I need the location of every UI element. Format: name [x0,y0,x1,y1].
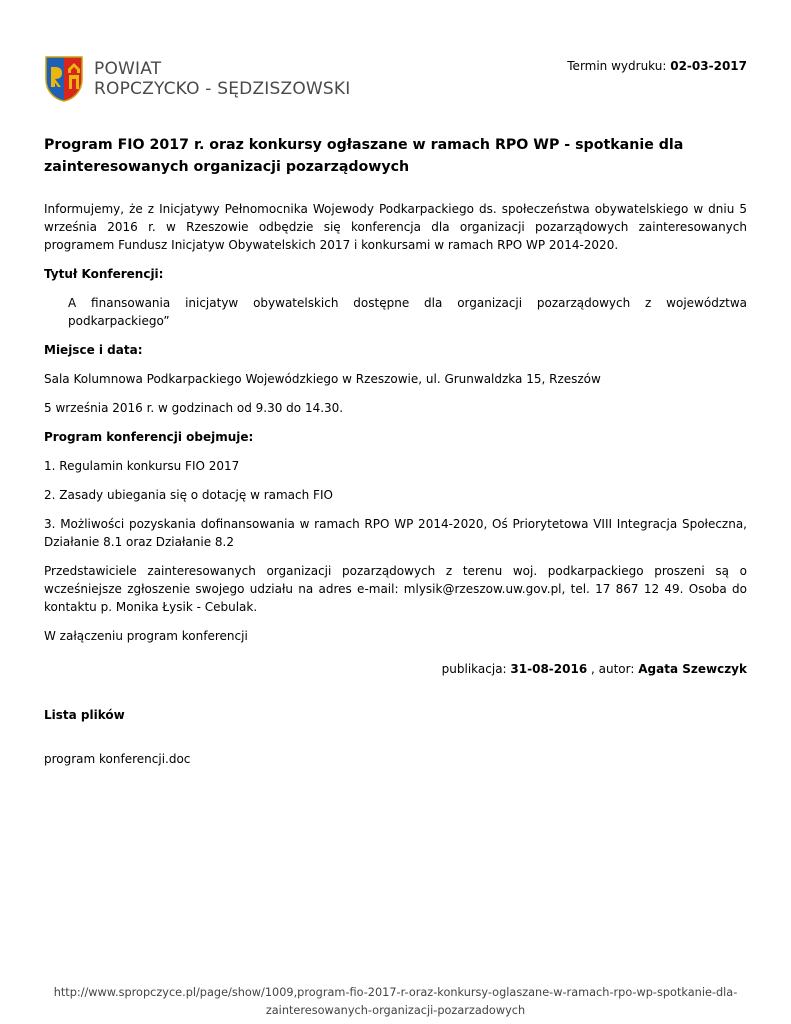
program-item-3: 3. Możliwości pozyskania dofinansowania w ramach RPO WP 2014-2020, Oś Priorytetowa VIII Integracja Społeczna, Działanie 8.1 oraz Działanie 8.2 [44,517,747,549]
attachment-note: W załączeniu program konferencji [44,629,248,643]
publication-date: 31-08-2016 [510,662,588,676]
county-logo[interactable] [44,55,351,103]
author-name: Agata Szewczyk [638,662,747,676]
contact-paragraph: Przedstawiciele zainteresowanych organizacji pozarządowych z terenu woj. podkarpackiego proszeni są o wcześniejsze zgłoszenie swojego udziału na adres e-mail: mlysik@rzeszow.uw.gov.pl, tel. 17 867 12 49. Osoba do kontaktu p. Monika Łysik - Cebulak. [44,564,747,614]
publication-label: publikacja: [441,662,507,676]
conference-title [44,294,747,330]
print-date-label: Termin wydruku: [567,59,667,73]
missing-glyph-icon [44,294,68,330]
conference-title-heading: Tytuł Konferencji: [44,267,164,281]
place-text: Sala Kolumnowa Podkarpackiego Wojewódzkiego w Rzeszowie, ul. Grunwaldzka 15, Rzeszów [44,372,601,386]
program-heading: Program konferencji obejmuje: [44,430,254,444]
print-date [567,59,747,73]
date-text: 5 września 2016 r. w godzinach od 9.30 do 14.30. [44,401,344,415]
coat-of-arms-icon [44,55,84,103]
logo-line2: ROPCZYCKO - SĘDZISZOWSKI [94,79,351,99]
program-item-1: 1. Regulamin konkursu FIO 2017 [44,459,240,473]
logo-line1: POWIAT [94,59,162,79]
article-body [44,200,747,645]
print-date-value: 02-03-2017 [670,59,747,73]
file-link[interactable]: program konferencji.doc [44,752,191,766]
logo-text [94,59,351,99]
article-title: Program FIO 2017 r. oraz konkursy ogłaszane w ramach RPO WP - spotkanie dla zainteresowanych organizacji pozarządowych [44,137,684,175]
page-url: http://www.spropczyce.pl/page/show/1009,program-fio-2017-r-oraz-konkursy-oglaszane-w-ramach-rpo-wp-spotkanie-dla-zainteresowanych-organizacji-pozarzadowych [53,986,738,1017]
intro-paragraph: Informujemy, że z Inicjatywy Pełnomocnika Wojewody Podkarpackiego ds. społeczeństwa obywatelskiego w dniu 5 września 2016 r. w Rzeszowie odbędzie się konferencja dla organizacji pozarządowych zainteresowanych programem Fundusz Inicjatyw Obywatelskich 2017 i konkursami w ramach RPO WP 2014-2020. [44,202,747,252]
file-list-heading: Lista plików [44,708,125,722]
conference-title-text: A finansowania inicjatyw obywatelskich dostępne dla organizacji pozarządowych z województwa podkarpackiego” [68,296,747,328]
author-label: , autor: [591,662,635,676]
publication-info [442,662,747,676]
program-item-2: 2. Zasady ubiegania się o dotację w ramach FIO [44,488,333,502]
place-heading: Miejsce i data: [44,343,143,357]
page-header [44,55,747,105]
